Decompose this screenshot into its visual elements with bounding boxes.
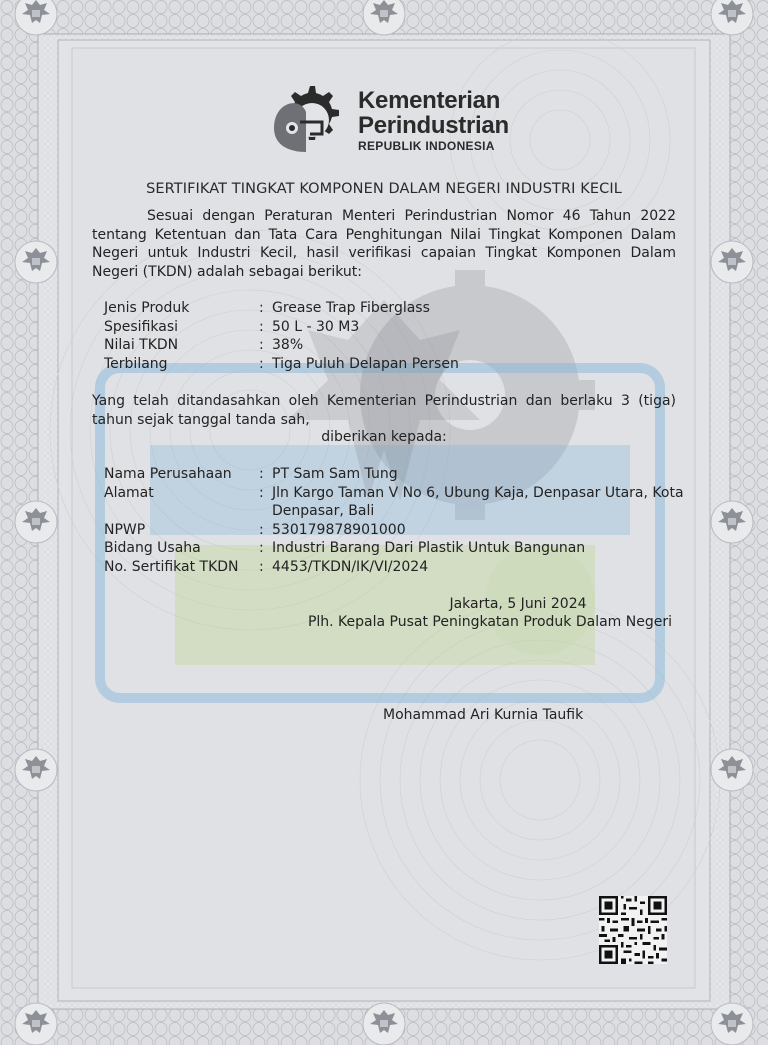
field-value: 4453/TKDN/IK/VI/2024: [272, 558, 429, 575]
place-date: Jakarta, 5 Juni 2024: [449, 596, 587, 612]
product-row: [104, 299, 684, 318]
field-separator: :: [259, 300, 264, 316]
field-separator: :: [259, 466, 264, 482]
field-value: Jln Kargo Taman V No 6, Ubung Kaja, Denpasar Utara, Kota Denpasar, Bali: [272, 484, 684, 519]
company-row: [104, 539, 684, 558]
validity-paragraph: Yang telah ditandasahkan oleh Kementerian Perindustrian dan berlaku 3 (tiga) tahun sejak tanggal tanda sah,: [92, 393, 676, 428]
field-separator: :: [259, 337, 264, 353]
field-label: NPWP: [104, 521, 146, 538]
logo-name-line1: Kementerian: [358, 87, 501, 114]
signer-name: Mohammad Ari Kurnia Taufik: [383, 707, 584, 723]
company-row: [104, 521, 684, 540]
logo-name-line2: Perindustrian: [358, 112, 509, 139]
intro-paragraph: Sesuai dengan Peraturan Menteri Perindustrian Nomor 46 Tahun 2022 tentang Ketentuan dan Tata Cara Penghitungan Nilai Tingkat Komponen Dalam Negeri untuk Industri Kecil, hasil verifikasi capaian Tingkat Komponen Dalam Negeri (TKDN) adalah sebagai berikut:: [92, 208, 676, 280]
given-to-label: diberikan kepada:: [321, 429, 447, 445]
field-label: No. Sertifikat TKDN: [104, 558, 239, 575]
field-label: Jenis Produk: [104, 300, 190, 316]
field-label: Nilai TKDN: [104, 337, 179, 353]
product-details: [104, 299, 684, 373]
field-label: Bidang Usaha: [104, 540, 201, 556]
field-value: Grease Trap Fiberglass: [272, 300, 430, 316]
qr-code-icon[interactable]: [599, 896, 667, 964]
company-details: [104, 465, 684, 576]
field-value: Tiga Puluh Delapan Persen: [272, 355, 459, 372]
field-label: Spesifikasi: [104, 318, 179, 335]
product-row: [104, 318, 684, 337]
field-label: Terbilang: [104, 355, 168, 372]
logo-subtitle: REPUBLIK INDONESIA: [358, 139, 495, 153]
company-row: [104, 465, 684, 484]
signer-role: Plh. Kepala Pusat Peningkatan Produk Dalam Negeri: [307, 614, 672, 630]
field-value: 530179878901000: [272, 521, 406, 538]
field-separator: :: [259, 540, 264, 556]
field-value: Industri Barang Dari Plastik Untuk Bangunan: [272, 540, 586, 556]
field-separator: :: [259, 558, 264, 575]
company-row: [104, 484, 684, 521]
field-value: 38%: [272, 337, 304, 353]
field-label: Nama Perusahaan: [104, 466, 232, 482]
field-value: PT Sam Sam Tung: [272, 466, 398, 482]
certificate-title: SERTIFIKAT TINGKAT KOMPONEN DALAM NEGERI INDUSTRI KECIL: [146, 181, 622, 197]
field-label: Alamat: [104, 484, 154, 501]
product-row: [104, 355, 684, 374]
gear-logo-icon: [270, 82, 350, 158]
ministry-logo: [270, 82, 510, 158]
field-value: 50 L - 30 M3: [272, 318, 360, 335]
product-row: [104, 336, 684, 355]
field-separator: :: [259, 521, 264, 538]
field-separator: :: [259, 355, 264, 372]
field-separator: :: [259, 318, 264, 335]
field-separator: :: [259, 484, 264, 501]
company-row: [104, 558, 684, 577]
